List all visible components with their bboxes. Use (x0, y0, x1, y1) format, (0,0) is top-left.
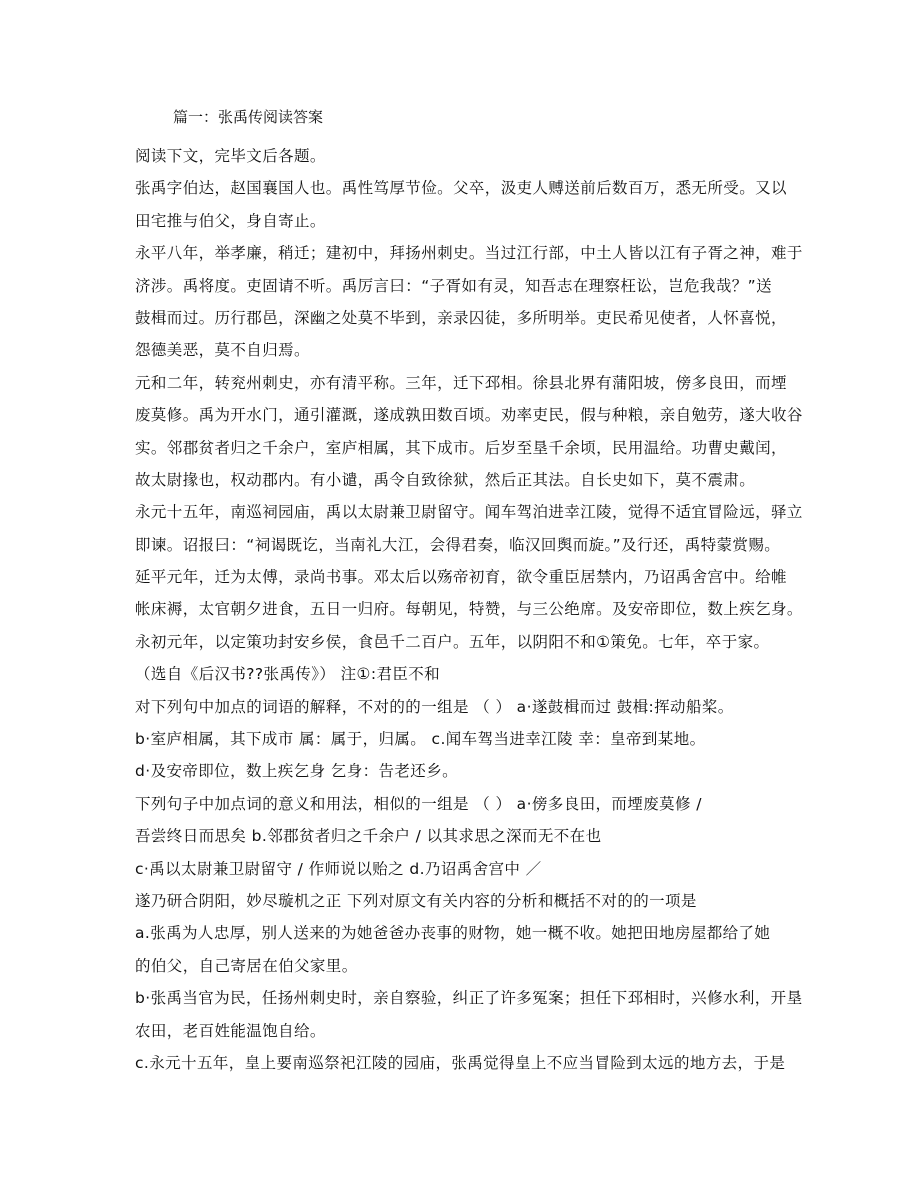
text-line: 济涉。禹将度。吏固请不听。禹厉言曰：“子胥如有灵，知吾志在理察枉讼，岂危我哉？”送 (135, 276, 772, 295)
text-line: 元和二年，转兖州刺史，亦有清平称。三年，迁下邳相。徐县北界有蒲阳坡，傍多良田，而堙 (135, 373, 787, 392)
text-line: 吾尝终日而思矣 b.邻郡贫者归之千余户 / 以其求思之深而无不在也 (135, 827, 602, 846)
text-line: （选自《后汉书??张禹传》） 注①:君臣不和 (135, 665, 441, 684)
text-line: b·室庐相属，其下成市 属：属于，归属。 c.闻车驾当进幸江陵 幸：皇帝到某地。 (135, 730, 706, 749)
document-title: 篇一：张禹传阅读答案 (173, 108, 324, 126)
text-line: 即谏。诏报曰：“祠谒既讫，当南礼大江，会得君奏，临汉回舆而旋。”及行还，禹特蒙赏赐。 (135, 535, 781, 554)
text-line: d·及安帝即位，数上疾乞身 乞身：告老还乡。 (135, 762, 458, 781)
text-line: 的伯父，自己寄居在伯父家里。 (135, 956, 358, 975)
document-page (135, 105, 803, 1079)
text-line: 田宅推与伯父，身自寄止。 (135, 211, 326, 230)
text-line: 下列句子中加点词的意义和用法，相似的一组是 （ ） a·傍多良田，而堙废莫修 / (135, 794, 702, 813)
text-line: 怨德美恶，莫不自归焉。 (135, 341, 310, 360)
text-line: 阅读下文，完毕文后各题。 (135, 147, 326, 165)
text-line: 对下列句中加点的词语的解释，不对的的一组是 （ ） a·遂鼓楫而过 鼓楫:挥动船桨。 (135, 697, 734, 716)
text-line: 实。邻郡贫者归之千余户，室庐相属，其下成市。后岁至垦千余顷，民用温给。功曹史戴闰， (135, 438, 787, 457)
text-line: 故太尉掾也，权动郡内。有小谴，禹令自致徐狱，然后正其法。自长史如下，莫不震肃。 (135, 470, 756, 489)
text-line: c·禹以太尉兼卫尉留守 / 作师说以贻之 d.乃诏禹舍宫中 ／ (135, 859, 542, 878)
text-line: 帐床褥，太官朝夕进食，五日一归府。每朝见，特赞，与三公绝席。及安帝即位，数上疾乞身。 (135, 600, 803, 619)
document-body (135, 140, 803, 1079)
text-line: 废莫修。禹为开水门，通引灌溉，遂成孰田数百顷。劝率吏民，假与种粮，亲自勉劳，遂大收谷 (135, 406, 803, 425)
text-line: b·张禹当官为民，任扬州刺史时，亲自察验，纠正了许多冤案；担任下邳相时，兴修水利，开垦 (135, 989, 803, 1008)
text-line: 永平八年，举孝廉，稍迁；建初中，拜扬州刺史。当过江行部，中土人皆以江有子胥之神，难于 (135, 244, 803, 263)
text-line: 张禹字伯达，赵国襄国人也。禹性笃厚节俭。父卒，汲吏人赙送前后数百万，悉无所受。又以 (135, 179, 787, 198)
text-line: 延平元年，迁为太傅，录尚书事。邓太后以殇帝初育，欲令重臣居禁内，乃诏禹舍宫中。给帷 (135, 568, 787, 587)
text-line: a.张禹为人忠厚，别人送来的为她爸爸办丧事的财物，她一概不收。她把田地房屋都给了她 (135, 924, 771, 943)
text-line: c.永元十五年，皇上要南巡祭祀江陵的园庙，张禹觉得皇上不应当冒险到太远的地方去，于是 (135, 1053, 786, 1072)
text-line: 永初元年，以定策功封安乡侯，食邑千二百户。五年，以阴阳不和①策免。七年，卒于家。 (135, 632, 770, 651)
text-line: 永元十五年，南巡祠园庙，禹以太尉兼卫尉留守。闻车驾泊进幸江陵，觉得不适宜冒险远，驿立 (135, 503, 803, 522)
text-line: 遂乃研合阴阳，妙尽璇机之正 下列对原文有关内容的分析和概括不对的的一项是 (135, 891, 697, 910)
text-line: 鼓楫而过。历行郡邑，深幽之处莫不毕到，亲录囚徒，多所明举。吏民希见使者，人怀喜悦， (135, 308, 787, 327)
text-line: 农田，老百姓能温饱自给。 (135, 1021, 326, 1040)
